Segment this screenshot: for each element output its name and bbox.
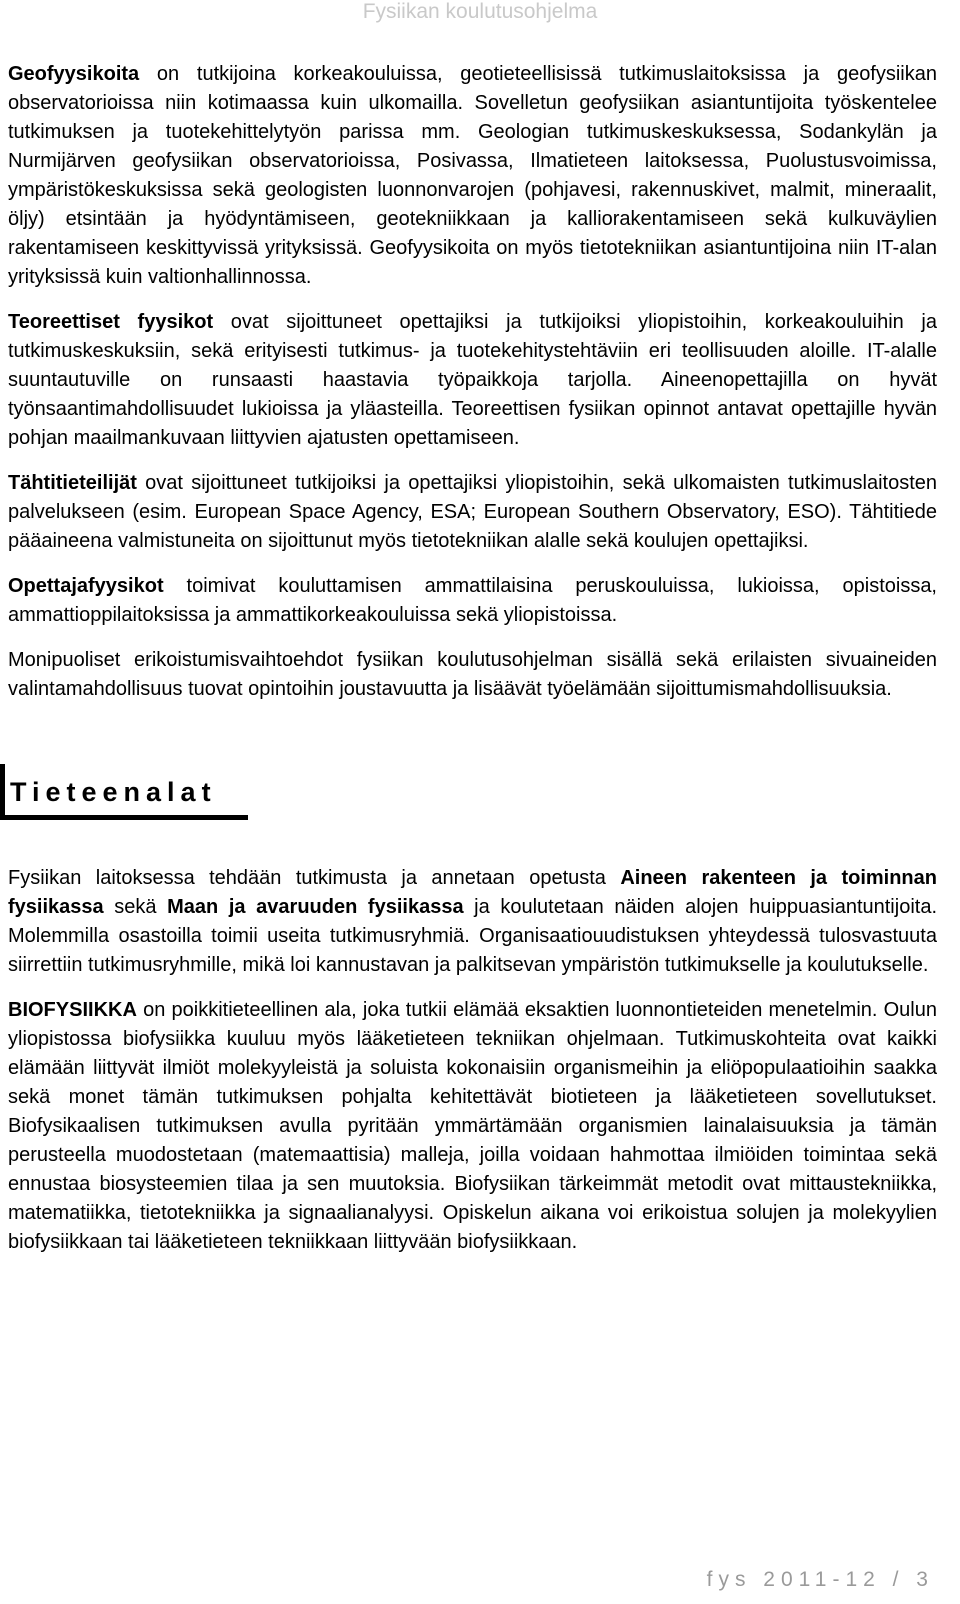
section-spacer [8, 826, 937, 864]
document-body [8, 60, 937, 1273]
running-header: Fysiikan koulutusohjelma [362, 0, 598, 23]
paragraph-text: toimivat kouluttamisen ammattilaisina peruskouluissa, lukioissa, opistoissa, ammattioppilaitoksissa ja ammattikorkeakouluissa sekä yliopistoissa. [8, 575, 937, 626]
term-maan-ja-avaruuden-fysiikka: Maan ja avaruuden fysiikassa [167, 896, 464, 918]
term-opettajafyysikot: Opettajafyysikot [8, 575, 164, 597]
paragraph-text: ovat sijoittuneet opettajiksi ja tutkijoiksi yliopistoihin, korkeakouluihin ja tutkimuskeskuksiin, sekä erityisesti tutkimus- ja tuotekehitystehtäviin eri teollisuuden aloille. IT-alalle suuntautuville on runsaasti haastavia työpaikkoja tarjolla. Aineenopettajilla on hyvät työnsaantimahdollisuudet lukioissa ja yläasteilla. Teoreettisen fysiikan opinnot antavat opettajille hyvän pohjan maailmankuvaan liittyvien ajatusten opettamiseen. [8, 311, 937, 449]
paragraph-erikoistumisvaihtoehdot [8, 646, 937, 704]
heading-rule-vertical [0, 764, 5, 820]
paragraph-text: ovat sijoittuneet tutkijoiksi ja opettajiksi yliopistoihin, sekä ulkomaisten tutkimuslaitosten palvelukseen (esim. European Space Agency, ESA; European Southern Observatory, ESO). Tähtitiede pääaineena valmistuneita on sijoittunut myös tietotekniikan alalle sekä koulujen opettajiksi. [8, 472, 937, 552]
paragraph-biofysiikka [8, 996, 937, 1257]
intro-text: sekä [103, 896, 168, 918]
heading-rule-horizontal [0, 815, 248, 820]
term-geofyysikot: Geofyysikoita [8, 63, 140, 85]
paragraph-text: on tutkijoina korkeakouluissa, geotieteellisissä tutkimuslaitoksissa ja geofysiikan observatorioissa niin kotimaassa kuin ulkomailla. Sovelletun geofysiikan asiantuntijoita työskentelee tutkimuksen ja tuotekehittelytyön parissa mm. Geologian tutkimuskeskuksessa, Sodankylän ja Nurmijärven geofysiikan observatorioissa, Posivassa, Ilmatieteen laitoksessa, Puolustusvoimissa, ympäristökeskuksissa sekä geologisten luonnonvarojen (pohjavesi, rakennuskivet, malmit, mineraalit, öljy) etsintään ja hyödyntämiseen, geotekniikkaan ja kalliorakentamiseen sekä kulkuväylien rakentamiseen keskittyvissä yrityksissä. Geofyysikoita on myös tietotekniikan asiantuntijoina niin IT-alan yrityksissä kuin valtionhallinnossa. [8, 63, 937, 288]
paragraph-tieteenalat-intro [8, 864, 937, 980]
intro-text: Fysiikan laitoksessa tehdään tutkimusta ja annetaan opetusta [8, 867, 621, 889]
page-footer: fys 2011-12 / 3 [706, 1568, 934, 1591]
paragraph-opettajafyysikot [8, 572, 937, 630]
paragraph-tahtitieteilijat [8, 469, 937, 556]
paragraph-teoreettiset-fyysikot [8, 308, 937, 453]
section-title: Tieteenalat [10, 777, 217, 807]
paragraph-text: on poikkitieteellinen ala, joka tutkii elämää eksaktien luonnontieteiden menetelmin. Oulun yliopistossa biofysiikka kuuluu myös lääketieteen tekniikan ohjelmaan. Tutkimuskohteita ovat kaikki elämään liittyvät ilmiöt molekyyleistä ja soluista kokonaisiin organismeihin ja eliöpopulaatioihin saakka sekä monet tämän tutkimuksen pohjalta kehitettävät biotieteen ja lääketieteen sovellutukset. Biofysikaalisen tutkimuksen avulla pyritään ymmärtämään organismien lainalaisuuksia ja tämän perusteella muodostetaan (matemaattisia) malleja, joilla voidaan hahmottaa ilmiöiden toimintaa sekä ennustaa biosysteemien tilaa ja sen muutoksia. Biofysiikan tärkeimmät metodit ovat mittaustekniikka, matematiikka, tietotekniikka ja signaalianalyysi. Opiskelun aikana voi erikoistua solujen ja molekyylien biofysiikkaan tai lääketieteen tekniikkaan liittyvään biofysiikkaan. [8, 999, 937, 1253]
term-aineen-rakenne: Aineen rakenteen ja toiminnan fysiikassa [8, 867, 937, 918]
intro-text: ja koulutetaan näiden alojen huippuasiantuntijoita. Molemmilla osastoilla toimii useita tutkimusryhmiä. Organisaatiouudistuksen yhteydessä tulosvastuuta siirrettiin tutkimusryhmille, mikä loi kannustavan ja palkitsevan ympäristön tutkimukselle ja koulutukselle. [8, 896, 937, 976]
term-biofysiikka: BIOFYSIIKKA [8, 999, 137, 1021]
paragraph-geofyysikot [8, 60, 937, 292]
term-tahtitieteilijat: Tähtitieteilijät [8, 472, 137, 494]
paragraph-text: Monipuoliset erikoistumisvaihtoehdot fysiikan koulutusohjelman sisällä sekä erilaisten sivuaineiden valintamahdollisuus tuovat opintoihin joustavuutta ja lisäävät työelämään sijoittumismahdollisuuksia. [8, 649, 937, 700]
section-heading [8, 764, 937, 826]
term-teoreettiset-fyysikot: Teoreettiset fyysikot [8, 311, 214, 333]
